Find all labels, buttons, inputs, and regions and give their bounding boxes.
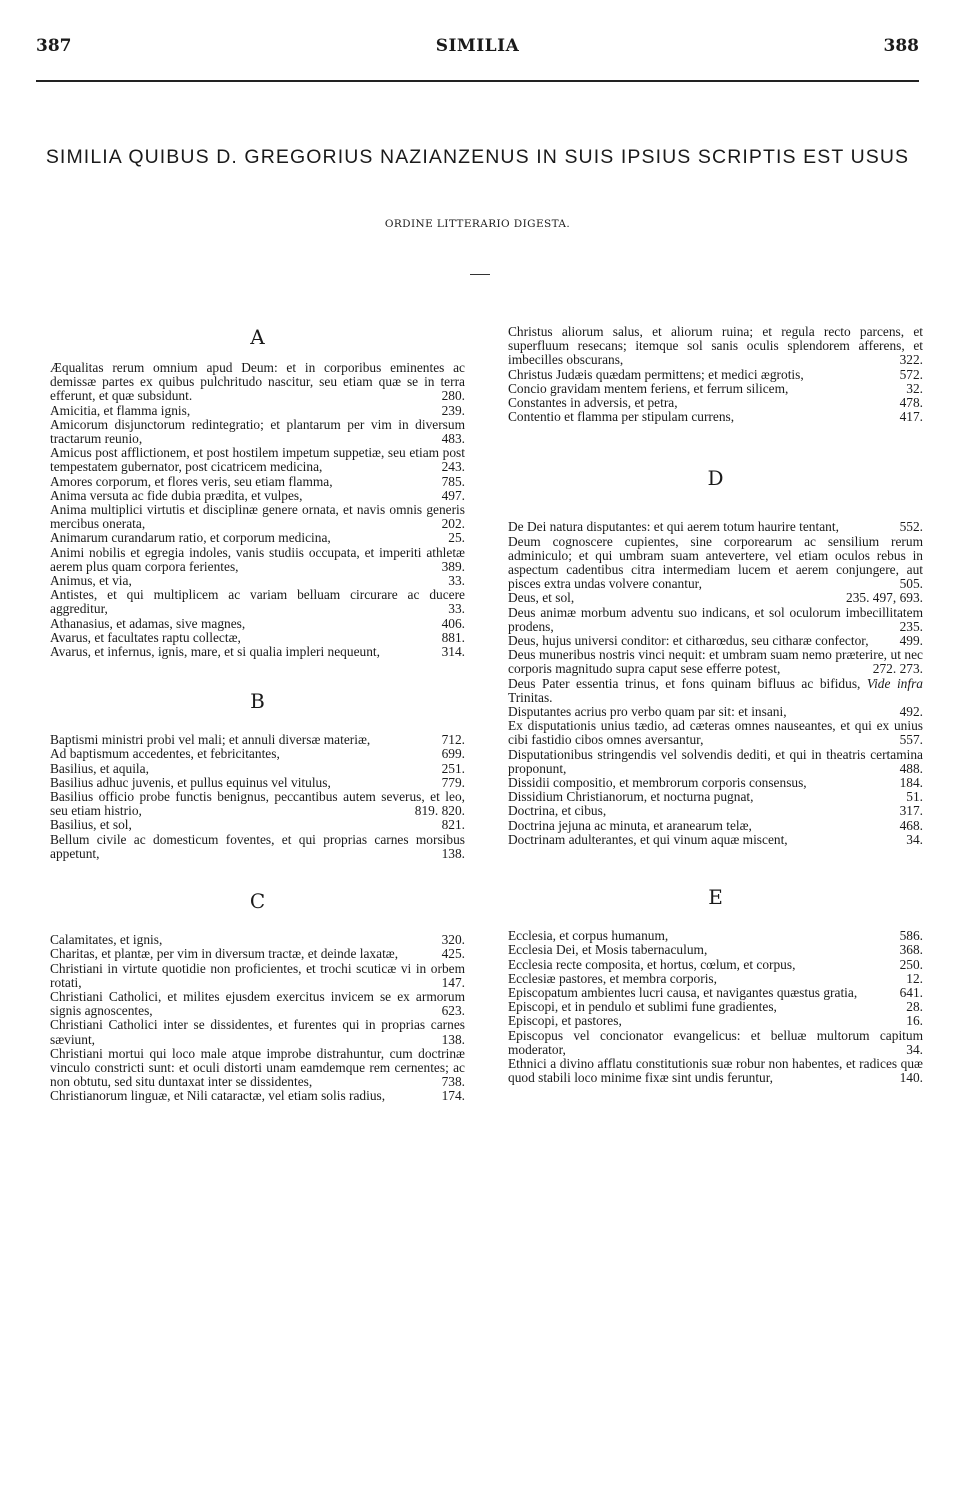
entry-page-reference: 623. (441, 1003, 465, 1019)
entry-text: Christus Judæis quædam permittens; et medici ægrotis, (508, 366, 804, 382)
page-number-left: 387 (36, 36, 72, 56)
entry-text: Deus, et sol, (508, 590, 575, 606)
index-entry (50, 947, 465, 961)
entry-text: Episcopi, et pastores, (508, 1013, 622, 1029)
index-entry (508, 368, 923, 382)
entry-page-reference: 368. (899, 942, 923, 958)
index-entry (508, 748, 923, 776)
entry-text: Basilius, et aquila, (50, 760, 149, 776)
entry-page-reference: 779. (441, 774, 465, 790)
index-entry (508, 1000, 923, 1014)
index-entry (508, 1014, 923, 1028)
index-entry (50, 790, 465, 818)
entry-page-reference: 552. (899, 519, 923, 535)
index-entry (50, 762, 465, 776)
entry-text: De Dei natura disputantes: et qui aerem totum haurire tentant, (508, 519, 839, 535)
entry-text: Christiani mortui qui loco male atque improbe distrahuntur, cum doctrinæ vinculo constricti sunt: et oculi distorti unam eamdemque rem cernentes; ac non obtutu, sed situ duntaxat inter se dissidentes, (50, 1045, 465, 1090)
sub-title: ORDINE LITTERARIO DIGESTA. (384, 218, 571, 230)
entry-text: Deus muneribus nostris vinci nequit: et umbram suam nemo præterire, ut nec corporis magnitudo supra caput sese efferre potest, (508, 647, 923, 677)
entry-page-reference: 505. (899, 576, 923, 592)
index-entry (508, 520, 923, 534)
entry-text: Amores corporum, et flores veris, seu etiam flamma, (50, 473, 333, 489)
index-entry (50, 1047, 465, 1090)
entry-text: Baptismi ministri probi vel mali; et annuli diversæ materiæ, (50, 732, 371, 748)
entry-page-reference: 34. (906, 1041, 923, 1057)
index-entry (50, 833, 465, 861)
entry-text: Ad baptismum accedentes, et febricitantes, (50, 746, 280, 762)
entry-text: Ecclesia Dei, et Mosis tabernaculum, (508, 942, 708, 958)
entry-text: Avarus, et facultates raptu collectæ, (50, 629, 241, 645)
entry-page-reference: 250. (899, 956, 923, 972)
entry-text: Constantes in adversis, et petra, (508, 395, 678, 411)
entry-page-reference: 314. (441, 644, 465, 660)
entry-page-reference: 417. (899, 409, 923, 425)
index-entry (508, 986, 923, 1000)
entry-page-reference: 488. (899, 760, 923, 776)
index-entry (508, 410, 923, 424)
entry-text: Dissidii compositio, et membrorum corporis consensus, (508, 775, 807, 791)
entry-list-c (50, 933, 465, 1103)
entry-page-reference: 821. (441, 817, 465, 833)
left-column (50, 325, 465, 1104)
index-entry (50, 933, 465, 947)
section-e (508, 885, 923, 1085)
entry-text: Avarus, et infernus, ignis, mare, et si qualia impleri nequeunt, (50, 644, 380, 660)
index-entry (50, 962, 465, 990)
entry-text: Ecclesia, et corpus humanum, (508, 928, 669, 944)
entry-page-reference: 184. (899, 775, 923, 791)
entry-page-reference: 272. 273. (872, 661, 923, 677)
index-entry (50, 645, 465, 659)
index-entry (508, 382, 923, 396)
section-a (50, 325, 465, 659)
entry-page-reference: 12. (906, 970, 923, 986)
index-entry (508, 648, 923, 676)
entry-page-reference: 16. (906, 1013, 923, 1029)
entry-text: Christiani in virtute quotidie non proficientes, et trochi scuticæ vi in orbem rotati, (50, 960, 465, 990)
entry-page-reference: 499. (899, 633, 923, 649)
index-entry (50, 631, 465, 645)
entry-text: Christus aliorum salus, et aliorum ruina; et regula recto parcens, et superfluum resecans; itemque sol sanis oculis splendorem afferens, et imbecilles obscurans, (508, 324, 923, 368)
entry-page-reference: 251. (441, 760, 465, 776)
entry-page-reference: 320. (441, 932, 465, 948)
entry-list-b (50, 733, 465, 861)
running-title: SIMILIA (435, 36, 520, 56)
entry-page-reference: 174. (441, 1088, 465, 1104)
index-entry (508, 943, 923, 957)
entry-page-reference: 483. (441, 431, 465, 447)
entry-page-reference: 712. (441, 732, 465, 748)
entry-text: Episcopi, et in pendulo et sublimi fune gradientes, (508, 999, 777, 1015)
entry-page-reference: 235. (899, 618, 923, 634)
entry-text: Anima versuta ac fide dubia prædita, et vulpes, (50, 487, 303, 503)
entry-page-reference: 572. (899, 366, 923, 382)
entry-text: Episcopatum ambientes lucri causa, et navigantes quæstus gratia, (508, 984, 858, 1000)
index-entry (508, 776, 923, 790)
entry-page-reference: 641. (899, 984, 923, 1000)
entry-page-reference: 28. (906, 999, 923, 1015)
entry-text: Charitas, et plantæ, per vim in diversum tractæ, et deinde laxatæ, (50, 946, 399, 962)
entry-page-reference: 389. (441, 558, 465, 574)
index-entry (50, 503, 465, 531)
entry-text: Dissidium Christianorum, et nocturna pugnat, (508, 789, 754, 805)
entry-page-reference: 819. 820. (414, 803, 465, 819)
page-number-right: 388 (883, 36, 919, 56)
entry-text: Basilius, et sol, (50, 817, 132, 833)
entry-text: Doctrinam adulterantes, et qui vinum aquæ miscent, (508, 831, 788, 847)
index-entry (50, 733, 465, 747)
index-entry (50, 776, 465, 790)
entry-text: Anima multiplici virtutis et disciplinæ genere ornata, et navis omnis generis mercibus onerata, (50, 502, 465, 532)
section-b (50, 689, 465, 861)
entry-page-reference: 32. (906, 380, 923, 396)
entry-text: Doctrina, et cibus, (508, 803, 607, 819)
entry-text: Disputationibus stringendis vel solvendis dediti, et qui in theatris certamina proponunt, (508, 746, 923, 776)
section-letter-b: B (250, 689, 265, 714)
entry-page-reference: 492. (899, 704, 923, 720)
entry-page-reference: 33. (448, 601, 465, 617)
index-entry (50, 574, 465, 588)
index-entry (50, 588, 465, 616)
entry-text: Deum cognoscere cupientes, sine corporearum ac sensilium rerum adminiculo; et qui umbram suam antevertere, vel etiam oculos rebus in aspectum cadentibus citra intermediam lucem et aerem conjungere, aut pisces extra undas volvere conantur, (508, 533, 923, 592)
index-entry (50, 418, 465, 446)
index-entry (508, 325, 923, 368)
entry-page-reference: 202. (441, 516, 465, 532)
index-entry (50, 1018, 465, 1046)
section-letter-e: E (708, 885, 723, 910)
index-entry (508, 591, 923, 605)
entry-page-reference: 478. (899, 395, 923, 411)
index-entry (50, 747, 465, 761)
entry-page-reference: 280. (441, 388, 465, 404)
index-entry (50, 446, 465, 474)
entry-page-reference: 25. (448, 530, 465, 546)
entry-text: Deus animæ morbum adventu suo indicans, et sol oculorum imbecillitatem prodens, (508, 604, 923, 634)
index-entry (508, 1057, 923, 1085)
index-entry (50, 546, 465, 574)
entry-page-reference: 557. (899, 732, 923, 748)
entry-page-reference: 881. (441, 629, 465, 645)
entry-text: Concio gravidam mentem feriens, et ferrum silicem, (508, 380, 789, 396)
index-entry (50, 617, 465, 631)
section-letter-c: C (249, 889, 266, 914)
entry-cross-reference: Vide infra (866, 675, 924, 691)
entry-list-a (50, 361, 465, 659)
index-entry (50, 361, 465, 404)
index-entry (508, 705, 923, 719)
entry-text: Basilius adhuc juvenis, et pullus equinus vel vitulus, (50, 774, 331, 790)
entry-text: Animi nobilis et egregia indoles, vanis studiis occupata, et imperiti athletæ aerem plus quam corpora ferientes, (50, 544, 465, 574)
entry-page-reference: 33. (448, 573, 465, 589)
entry-page-reference: 51. (906, 789, 923, 805)
entry-page-reference: 738. (441, 1074, 465, 1090)
index-entry (508, 1029, 923, 1057)
section-d (508, 466, 923, 847)
index-entry (508, 929, 923, 943)
entry-text: Ethnici a divino afflatu constitutionis suæ robur non habentes, et radices quæ quod stabili loco minime fixæ sint undis feruntur, (508, 1055, 923, 1086)
entry-text: Christianorum linguæ, et Nili cataractæ, vel etiam solis radius, (50, 1088, 386, 1104)
entry-page-reference: 406. (441, 615, 465, 631)
index-entry (50, 404, 465, 418)
entry-text: Christiani Catholici inter se dissidentes, et furentes qui in proprias carnes sæviunt, (50, 1017, 465, 1047)
entry-page-reference: 34. (906, 831, 923, 847)
section-letter-a: A (250, 325, 265, 349)
index-entry (50, 531, 465, 545)
index-entry (508, 833, 923, 847)
entry-text: Antistes, et qui multiplicem ac variam belluam circurare ac ducere aggreditur, (50, 587, 465, 617)
entry-text: Bellum civile ac domesticum foventes, et qui proprias carnes morsibus appetunt, (50, 831, 465, 861)
entry-list-c-continued (508, 325, 923, 424)
entry-list-e (508, 929, 923, 1085)
entry-page-reference: 586. (899, 928, 923, 944)
entry-text: Christiani Catholici, et milites ejusdem exercitus invicem se ex armorum signis agnoscentes, (50, 988, 465, 1019)
entry-page-reference: 243. (441, 459, 465, 475)
entry-page-reference: 147. (441, 974, 465, 990)
entry-page-reference: 699. (441, 746, 465, 762)
entry-page-reference: 138. (441, 1031, 465, 1047)
title-dash-divider (470, 274, 490, 275)
entry-text: Deus, hujus universi conditor: et citharœdus, seu citharæ confector, (508, 633, 869, 649)
index-entry (50, 818, 465, 832)
entry-text: Æqualitas rerum omnium apud Deum: et in corporibus eminentes ac demissæ partes ex quibus pulchritudo nascitur, seu etiam quæ se in terra efferunt, et quæ subsidunt. (50, 360, 465, 404)
index-entry (508, 535, 923, 592)
entry-page-reference: 468. (899, 817, 923, 833)
entry-text: Contentio et flamma per stipulam currens, (508, 409, 735, 425)
entry-text: Episcopus vel concionator evangelicus: et belluæ multorum capitum moderator, (508, 1027, 923, 1057)
entry-page-reference: 138. (441, 845, 465, 861)
index-entry (50, 489, 465, 503)
index-entry (50, 990, 465, 1018)
entry-text: Ecclesiæ pastores, et membra corporis, (508, 970, 717, 986)
entry-text: Disputantes acrius pro verbo quam par sit: et insani, (508, 704, 787, 720)
section-letter-d: D (707, 466, 724, 491)
entry-page-reference: 239. (441, 402, 465, 418)
index-entry (508, 634, 923, 648)
entry-page-reference: 785. (441, 473, 465, 489)
index-entry (508, 396, 923, 410)
section-c (50, 889, 465, 1103)
index-entry (508, 606, 923, 634)
entry-page-reference: 425. (441, 946, 465, 962)
entry-list-d (508, 520, 923, 847)
entry-text: Ecclesia recte composita, et hortus, cœlum, et corpus, (508, 956, 796, 972)
running-header (36, 30, 919, 60)
index-entry (508, 958, 923, 972)
entry-page-reference: 497. (441, 487, 465, 503)
index-entry (508, 804, 923, 818)
entry-text: Amicitia, et flamma ignis, (50, 402, 191, 418)
entry-text: Basilius officio probe functis benignus, peccantibus autem severus, et leo, seu etiam histrio, (50, 789, 465, 819)
entry-text: Animus, et via, (50, 573, 132, 589)
entry-page-reference: 317. (899, 803, 923, 819)
index-entry (50, 1089, 465, 1103)
entry-text: Athanasius, et adamas, sive magnes, (50, 615, 246, 631)
entry-page-reference: 322. (899, 352, 923, 368)
index-entry (508, 677, 923, 705)
entry-cross-reference-target: Trinitas. (508, 689, 553, 705)
entry-text: Ex disputationis unius tædio, ad cæteras omnes nauseantes, et qui ex unius cibi fastidio cibos omnes aversantur, (508, 718, 923, 748)
entry-page-reference: 235. 497, 693. (846, 590, 923, 606)
header-rule (36, 80, 919, 82)
index-entry (508, 819, 923, 833)
index-entry (508, 972, 923, 986)
entry-page-reference: 140. (899, 1070, 923, 1086)
entry-text: Deus Pater essentia trinus, et fons quinam bifluus ac bifidus, (508, 675, 861, 691)
entry-text: Amicus post afflictionem, et post hostilem impetum suppetiæ, seu etiam post tempestatem gubernator, post cicatricem medicina, (50, 445, 465, 475)
entry-text: Calamitates, et ignis, (50, 932, 163, 948)
main-title: SIMILIA QUIBUS D. GREGORIUS NAZIANZENUS IN SUIS IPSIUS SCRIPTIS EST USUS (45, 146, 910, 168)
entry-text: Amicorum disjunctorum redintegratio; et plantarum per vim in diversum tractarum reunio, (50, 416, 465, 447)
index-entry (508, 790, 923, 804)
entry-text: Animarum curandarum ratio, et corporum medicina, (50, 530, 331, 546)
index-entry (508, 719, 923, 747)
right-column (508, 325, 923, 1085)
entry-text: Doctrina jejuna ac minuta, et aranearum telæ, (508, 817, 752, 833)
index-entry (50, 475, 465, 489)
